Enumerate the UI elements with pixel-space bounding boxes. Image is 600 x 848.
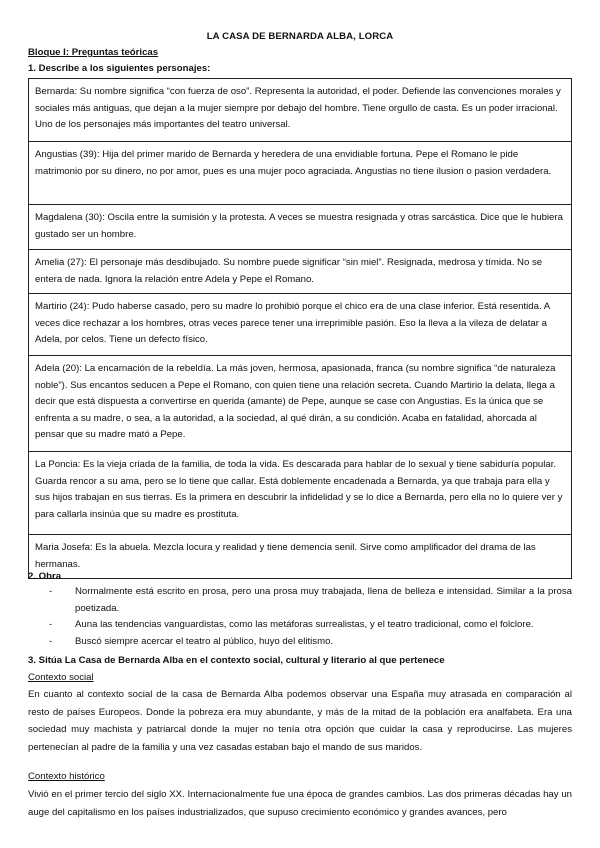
character-cell-maria-josefa: Maria Josefa: Es la abuela. Mezcla locura y realidad y tiene demencia senil. Sirve como amplificador del drama de las hermanas.: [28, 535, 572, 579]
characters-table: [28, 78, 572, 579]
question-3-heading: 3. Sitúa La Casa de Bernarda Alba en el contexto social, cultural y literario al que pertenece: [28, 655, 445, 666]
list-item: [28, 634, 572, 651]
list-marker: -: [49, 586, 53, 597]
question-2-heading: 2. Obra: [28, 571, 62, 582]
character-cell-bernarda: Bernarda: Su nombre significa “con fuerza de oso”. Representa la autoridad, el poder. Defiende las convenciones morales y sociales más antiguas, que dejan a la mujer siempre por debajo del hombre. Tiene orgullo de casta. Es un poder irracional. Uno de los personajes más importantes del teatro universal.: [28, 79, 572, 142]
list-item: [28, 584, 572, 617]
list-item-text: Auna las tendencias vanguardistas, como las metáforas surrealistas, y el teatro tradicional, como el folclore.: [75, 619, 534, 630]
historic-context-heading: Contexto histórico: [28, 771, 105, 782]
character-cell-angustias: Angustias (39): Hija del primer marido de Bernarda y heredera de una envidiable fortuna. Pepe el Romano le pide matrimonio por su dinero, no por amor, pues es una mujer poco agraciada. Angustias no tiene ilusion o pasion verdadera.: [28, 142, 572, 205]
list-item-text: Normalmente está escrito en prosa, pero una prosa muy trabajada, llena de belleza e intensidad. Similar a la prosa poetizada.: [75, 586, 572, 614]
character-cell-adela: Adela (20): La encarnación de la rebeldía. La más joven, hermosa, apasionada, franca (su nombre significa “de naturaleza noble”). Sus encantos seducen a Pepe el Romano, con quien tiene una relación secreta. Cuando Martirio la delata, llega a decir que está dispuesta a convertirse en querida (amante) de Pepe, aunque se case con Angustias. Es la única que se enfrenta a su madre, o sea, a la autoridad, a la sociedad, al qué dirán, a su condición. Acaba en fatalidad, ahorcada al pensar que su madre mató a Pepe.: [28, 356, 572, 452]
obra-list: [28, 584, 572, 650]
character-cell-magdalena: Magdalena (30): Oscila entre la sumisión y la protesta. A veces se muestra resignada y otras sarcástica. Dice que le hubiera gustado ser un hombre.: [28, 205, 572, 250]
block-heading: Bloque I: Preguntas teóricas: [28, 47, 159, 58]
social-context-text: En cuanto al contexto social de la casa de Bernarda Alba podemos observar una España muy atrasada en comparación al resto de países Europeos. Donde la pobreza era muy abundante, y más de la mitad de la población era analfabeta. Era una sociedad muy machista y patriarcal donde la mujer no tenía otra opción que cuidar la casa y reproducirse. Las mujeres pertenecían al padre de la familia y una vez casadas estaban bajo el mando de sus maridos.: [28, 689, 572, 753]
character-cell-martirio: Martirio (24): Pudo haberse casado, pero su madre lo prohibió porque el chico era de una clase inferior. Está resentida. A veces dice rechazar a los hombres, otras veces parece tener una irreprimible pasión. Eso la lleva a la vileza de delatar a Adela, por celos. Tiene un defecto físico.: [28, 294, 572, 356]
list-marker: -: [49, 635, 53, 647]
character-cell-poncia: La Poncia: Es la vieja criada de la familia, de toda la vida. Es descarada para hablar de lo sexual y tiene sabiduría popular. Guarda rencor a su ama, pero se lo tiene que callar. Está doblemente encadenada a Bernarda, ya que trabaja para ella y sus hijos trabajan en sus tierras. Es la primera en descubrir la infidelidad y se lo dice a Bernarda, pero ella no lo quiere ver y para callarla insinúa que su madre es prostituta.: [28, 452, 572, 535]
document-title: LA CASA DE BERNARDA ALBA, LORCA: [206, 31, 394, 42]
list-marker: -: [49, 619, 53, 630]
list-item-text: Buscó siempre acercar el teatro al público, huyo del elitismo.: [75, 635, 334, 647]
social-context-heading: Contexto social: [28, 672, 94, 683]
list-item: [28, 617, 572, 634]
historic-context-text: Vivió en el primer tercio del siglo XX. Internacionalmente fue una época de grandes cambios. Las dos primeras décadas hay un auge del capitalismo en los países industrializados, que supuso crecimiento económico y grandes avances, pero: [28, 789, 572, 818]
question-1-heading: 1. Describe a los siguientes personajes:: [28, 63, 211, 74]
character-cell-amelia: Amelia (27): El personaje más desdibujado. Su nombre puede significar “sin miel”. Resignada, medrosa y tímida. No se entera de nada. Ignora la relación entre Adela y Pepe el Romano.: [28, 250, 572, 294]
